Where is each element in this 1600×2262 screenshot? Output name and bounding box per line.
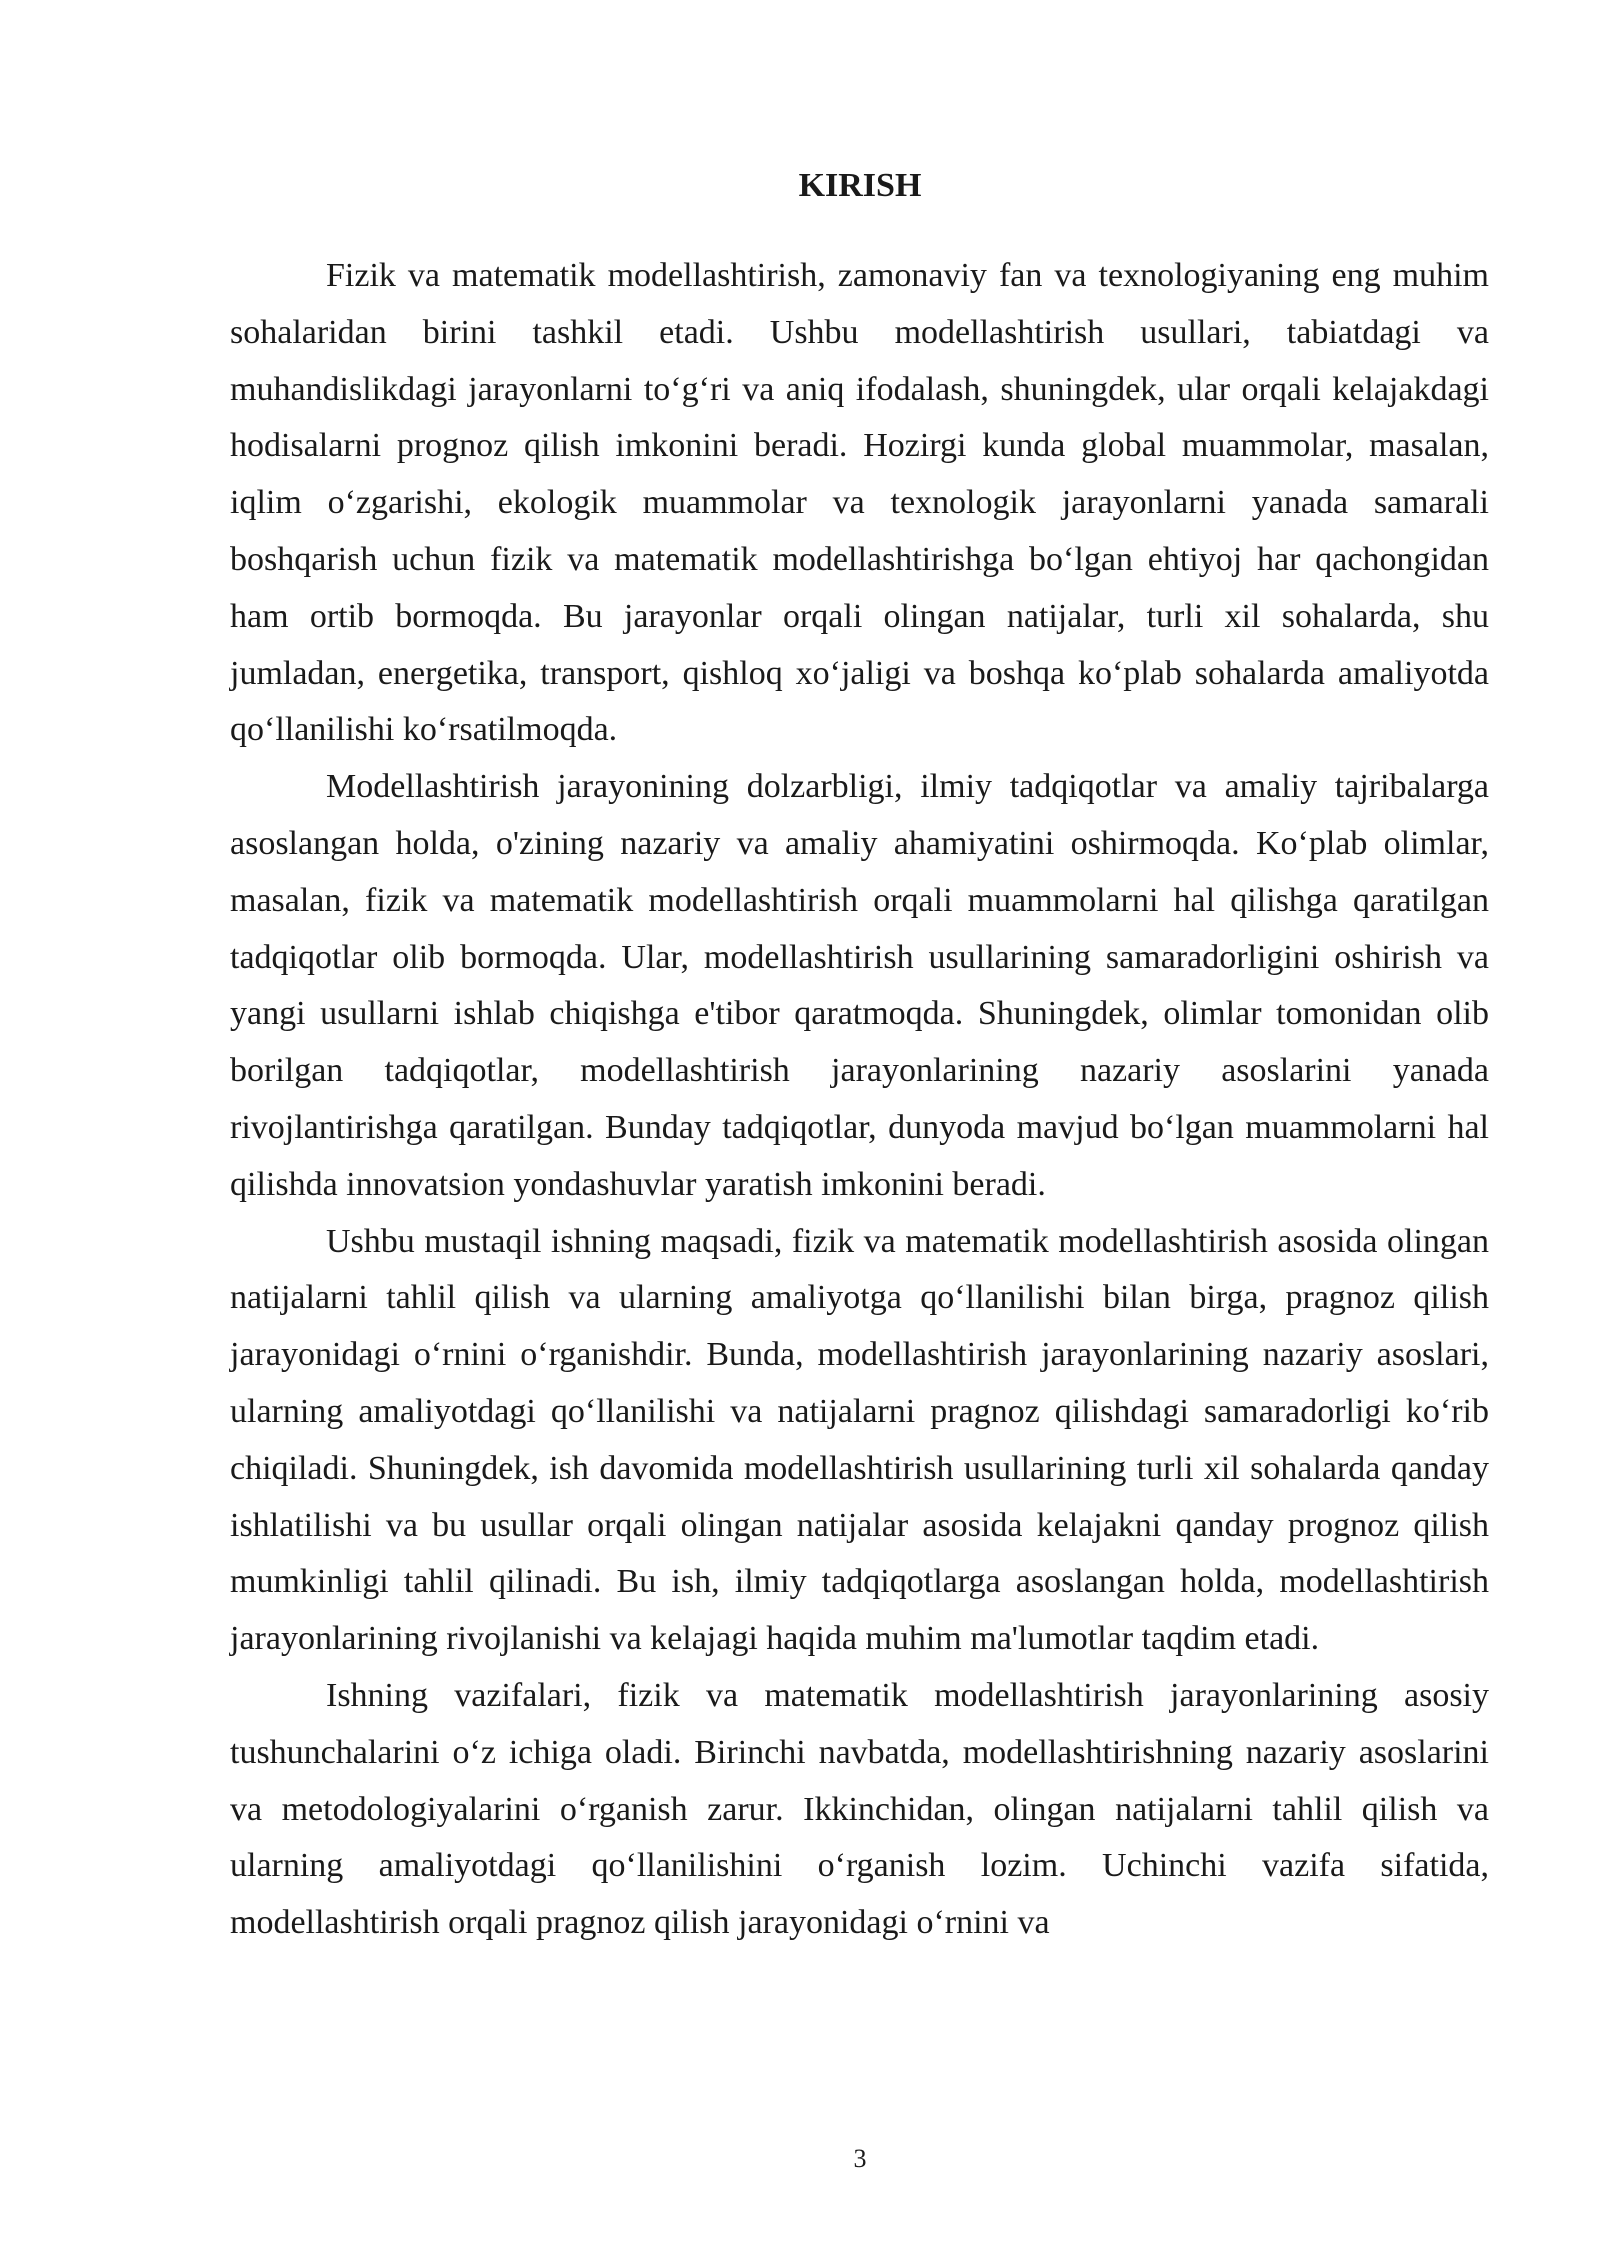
paragraph-4: Ishning vazifalari, fizik va matematik modellashtirish jarayonlarining asosiy tushunchalarini o‘z ichiga oladi. Birinchi navbatda, modellashtirishning nazariy asoslarini va metodologiyalarini o‘rganish zarur. Ikkinchidan, olingan natijalarni tahlil qilish va ularning amaliyotdagi qo‘llanilishini o‘rganish lozim. Uchinchi vazifa sifatida, modellashtirish orqali pragnoz qilish jarayonidagi o‘rnini va <box>230 1676 1489 1942</box>
section-heading: KIRISH <box>798 167 922 204</box>
body-text <box>230 248 1489 1952</box>
page-number: 3 <box>853 2144 867 2173</box>
paragraph-3: Ushbu mustaqil ishning maqsadi, fizik va matematik modellashtirish asosida olingan natijalarni tahlil qilish va ularning amaliyotga qo‘llanilishi bilan birga, pragnoz qilish jarayonidagi o‘rnini o‘rganishdir. Bunda, modellashtirish jarayonlarining nazariy asoslari, ularning amaliyotdagi qo‘llanilishi va natijalarni pragnoz qilishdagi samaradorligi ko‘rib chiqiladi. Shuningdek, ish davomida modellashtirish usullarining turli xil sohalarda qanday ishlatilishi va bu usullar orqali olingan natijalar asosida kelajakni qanday prognoz qilish mumkinligi tahlil qilinadi. Bu ish, ilmiy tadqiqotlarga asoslangan holda, modellashtirish jarayonlarining rivojlanishi va kelajagi haqida muhim ma'lumotlar taqdim etadi. <box>230 1222 1489 1658</box>
paragraph-2: Modellashtirish jarayonining dolzarbligi, ilmiy tadqiqotlar va amaliy tajribalarga asoslangan holda, o'zining nazariy va amaliy ahamiyatini oshirmoqda. Ko‘plab olimlar, masalan, fizik va matematik modellashtirish orqali muammolarni hal qilishga qaratilgan tadqiqotlar olib bormoqda. Ular, modellashtirish usullarining samaradorligini oshirish va yangi usullarni ishlab chiqishga e'tibor qaratmoqda. Shuningdek, olimlar tomonidan olib borilgan tadqiqotlar, modellashtirish jarayonlarining nazariy asoslarini yanada rivojlantirishga qaratilgan. Bunday tadqiqotlar, dunyoda mavjud bo‘lgan muammolarni hal qilishda innovatsion yondashuvlar yaratish imkonini beradi. <box>230 768 1489 1203</box>
paragraph-1: Fizik va matematik modellashtirish, zamonaviy fan va texnologiyaning eng muhim sohalaridan birini tashkil etadi. Ushbu modellashtirish usullari, tabiatdagi va muhandislikdagi jarayonlarni to‘g‘ri va aniq ifodalash, shuningdek, ular orqali kelajakdagi hodisalarni prognoz qilish imkonini beradi. Hozirgi kunda global muammolar, masalan, iqlim o‘zgarishi, ekologik muammolar va texnologik jarayonlarni yanada samarali boshqarish uchun fizik va matematik modellashtirishga bo‘lgan ehtiyoj har qachongidan ham ortib bormoqda. Bu jarayonlar orqali olingan natijalar, turli xil sohalarda, shu jumladan, energetika, transport, qishloq xo‘jaligi va boshqa ko‘plab sohalarda amaliyotda qo‘llanilishi ko‘rsatilmoqda. <box>230 257 1489 749</box>
